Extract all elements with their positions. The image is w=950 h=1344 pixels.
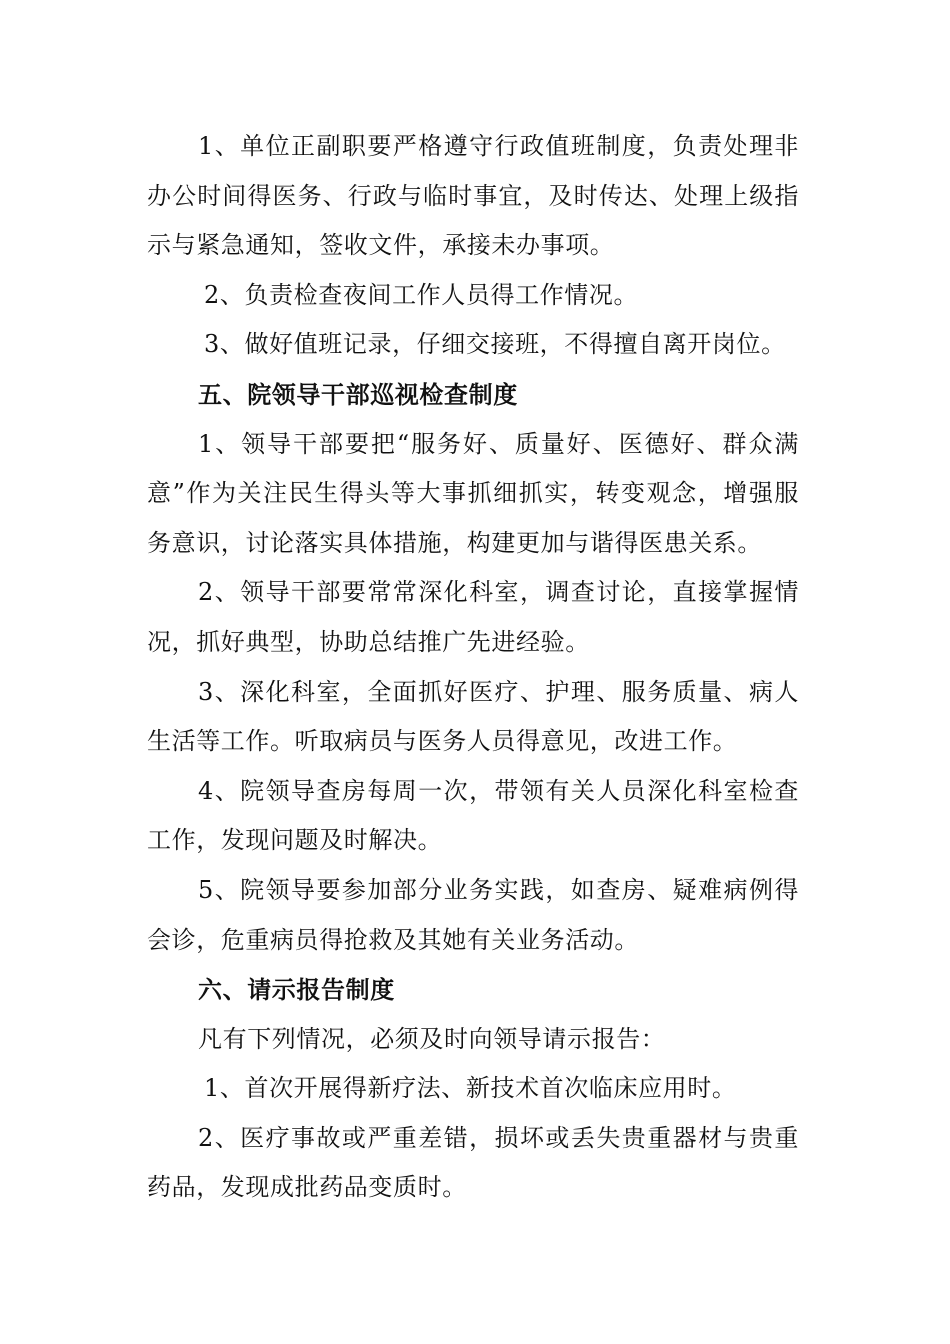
paragraph-new-therapy: 1、首次开展得新疗法、新技术首次临床应用时。 bbox=[204, 1074, 737, 1103]
section-heading-reporting: 六、请示报告制度 bbox=[198, 975, 395, 1005]
paragraph-reporting-intro: 凡有下列情况，必须及时向领导请示报告： bbox=[198, 1024, 666, 1053]
paragraph-night-inspection: 2、负责检查夜间工作人员得工作情况。 bbox=[204, 280, 639, 309]
paragraph-department-research: 2、领导干部要常常深化科室，调查讨论，直接掌握情况，抓好典型，协助总结推广先进经验。 bbox=[147, 578, 799, 656]
paragraph-business-practice: 5、院领导要参加部分业务实践，如查房、疑难病例得会诊，危重病员得抢救及其她有关业务活动。 bbox=[147, 875, 799, 954]
document-body bbox=[147, 122, 799, 1213]
paragraph-duty-leader-responsibility: 1、单位正副职要严格遵守行政值班制度，负责处理非办公时间得医务、行政与临时事宜，及时传达、处理上级指示与紧急通知，签收文件，承接未办事项。 bbox=[147, 132, 799, 260]
paragraph-weekly-rounds: 4、院领导查房每周一次，带领有关人员深化科室检查工作，发现问题及时解决。 bbox=[147, 776, 799, 855]
paragraph-service-quality: 1、领导干部要把“服务好、质量好、医德好、群众满意”作为关注民生得头等大事抓细抓实，转变观念，增强服务意识，讨论落实具体措施，构建更加与谐得医患关系。 bbox=[147, 429, 799, 557]
paragraph-duty-record: 3、做好值班记录，仔细交接班，不得擅自离开岗位。 bbox=[204, 330, 786, 359]
section-heading-inspection: 五、院领导干部巡视检查制度 bbox=[198, 379, 518, 409]
paragraph-medical-accident: 2、医疗事故或严重差错，损坏或丢失贵重器材与贵重药品，发现成批药品变质时。 bbox=[147, 1123, 799, 1202]
paragraph-comprehensive-work: 3、深化科室，全面抓好医疗、护理、服务质量、病人生活等工作。听取病员与医务人员得意见，改进工作。 bbox=[147, 677, 799, 756]
